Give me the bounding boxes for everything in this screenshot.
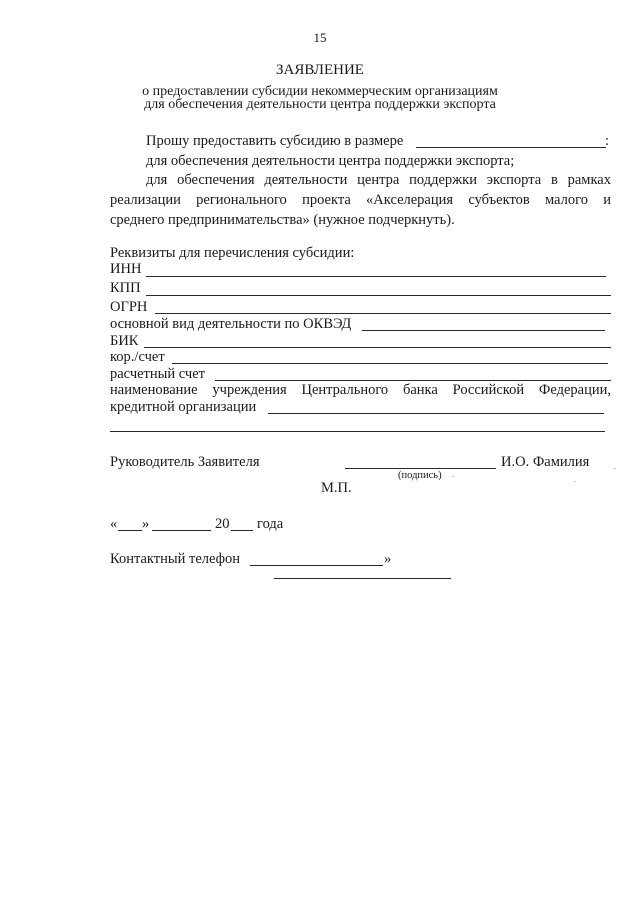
contact-phone-end: » <box>384 551 392 567</box>
date-month-field[interactable] <box>152 530 211 531</box>
closing-rule <box>274 578 451 579</box>
purpose-option-2-line3: среднего предпринимательства» (нужное подчеркнуть). <box>110 212 455 228</box>
page-number: 15 <box>313 30 327 45</box>
okved-label: основной вид деятельности по ОКВЭД <box>110 316 352 332</box>
bank-name-label-line2: кредитной организации <box>110 399 257 415</box>
kpp-field[interactable] <box>146 295 611 296</box>
date-close-quote: » <box>142 516 150 532</box>
kpp-label: КПП <box>110 280 141 296</box>
kor-schet-field[interactable] <box>172 363 608 364</box>
signature-caption: (подпись) <box>398 470 442 481</box>
request-amount-label: Прошу предоставить субсидию в размере <box>146 133 404 149</box>
raschet-schet-field[interactable] <box>215 380 611 381</box>
raschet-schet-label: расчетный счет <box>110 366 205 382</box>
bank-name-field-continued[interactable] <box>110 431 605 432</box>
requisites-heading: Реквизиты для перечисления субсидии: <box>110 245 355 261</box>
signature-field[interactable] <box>345 468 496 469</box>
ogrn-label: ОГРН <box>110 299 148 315</box>
signature-role: Руководитель Заявителя <box>110 454 260 470</box>
kor-schet-label: кор./счет <box>110 349 165 365</box>
date-day-field[interactable] <box>118 530 142 531</box>
purpose-option-2-line2: реализации регионального проекта «Акселерация субъектов малого и <box>110 192 611 208</box>
contact-phone-label: Контактный телефон <box>110 551 241 567</box>
document-title: ЗАЯВЛЕНИЕ <box>276 62 364 78</box>
ogrn-field[interactable] <box>155 313 611 314</box>
stamp-placeholder: М.П. <box>321 480 352 496</box>
date-open-quote: « <box>110 516 118 532</box>
scan-speck <box>614 468 616 469</box>
contact-phone-field[interactable] <box>250 565 383 566</box>
date-year-suffix: года <box>257 516 284 532</box>
inn-field[interactable] <box>146 276 606 277</box>
bank-name-field[interactable] <box>268 413 604 414</box>
purpose-option-2-line1: для обеспечения деятельности центра поддержки экспорта в рамках <box>146 172 611 188</box>
okved-field[interactable] <box>362 330 605 331</box>
signature-name: И.О. Фамилия <box>501 454 590 470</box>
scan-speck <box>574 481 576 482</box>
purpose-option-1: для обеспечения деятельности центра поддержки экспорта; <box>146 153 515 169</box>
document-subtitle-line2: для обеспечения деятельности центра поддержки экспорта <box>144 97 496 112</box>
subsidy-amount-field[interactable] <box>416 147 606 148</box>
bik-label: БИК <box>110 333 139 349</box>
inn-label: ИНН <box>110 261 142 277</box>
bank-name-label-line1: наименование учреждения Центрального банка Российской Федерации, <box>110 382 611 398</box>
document-subtitle-line1: о предоставлении субсидии некоммерческим организациям <box>142 84 498 99</box>
bik-field[interactable] <box>144 347 611 348</box>
request-amount-colon: : <box>605 133 610 149</box>
scan-speck <box>452 476 454 477</box>
date-year-prefix: 20 <box>215 516 230 532</box>
date-year-field[interactable] <box>231 530 253 531</box>
